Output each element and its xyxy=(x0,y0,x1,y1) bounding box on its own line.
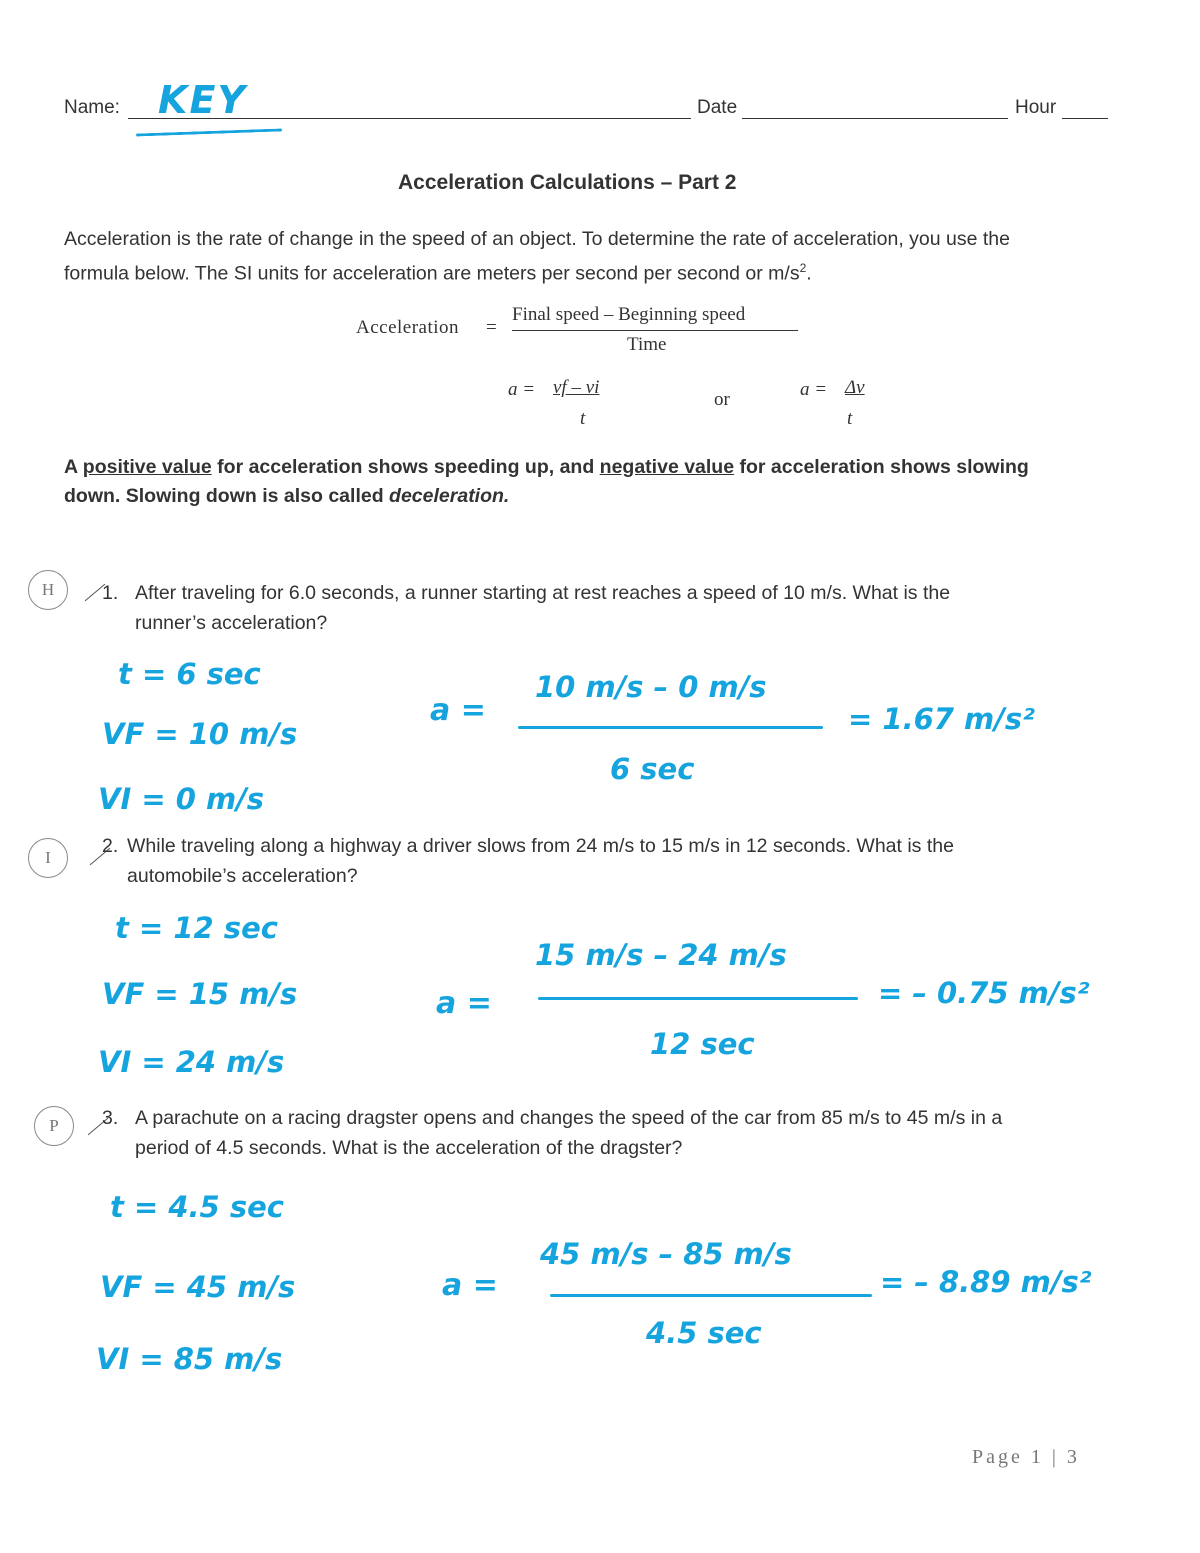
note-deceleration: deceleration. xyxy=(389,485,510,507)
q1-result: = 1.67 m/s² xyxy=(848,702,1035,736)
formula-fraction-bar xyxy=(512,330,798,331)
q3-a-equals: a = xyxy=(442,1268,498,1303)
q3-text-line-1: A parachute on a racing dragster opens and changes the speed of the car from 85 m/s to 45 m/s in a xyxy=(135,1107,1003,1129)
q3-text-line-2: period of 4.5 seconds. What is the acceleration of the dragster? xyxy=(135,1137,683,1159)
q2-fraction-bar xyxy=(538,997,858,1000)
q3-given-vi: VI = 85 m/s xyxy=(96,1342,283,1376)
q3-given-vf: VF = 45 m/s xyxy=(100,1270,296,1304)
q2-circle-mark: I xyxy=(28,838,68,878)
name-underline-stroke xyxy=(136,128,282,136)
q1-text-line-1: After traveling for 6.0 seconds, a runner starting at rest reaches a speed of 10 m/s. What is the xyxy=(135,582,951,604)
q1-denominator: 6 sec xyxy=(610,752,695,786)
date-label: Date xyxy=(697,97,738,118)
q2-given-time: t = 12 sec xyxy=(115,911,278,945)
delta-v: Δv xyxy=(845,377,865,398)
q1-given-vi: VI = 0 m/s xyxy=(98,782,265,816)
q1-numerator: 10 m/s – 0 m/s xyxy=(535,670,767,704)
intro-line-1: Acceleration is the rate of change in the speed of an object. To determine the rate of acceleration, you use the xyxy=(64,228,1010,250)
q2-text-line-2: automobile’s acceleration? xyxy=(127,865,358,887)
q1-a-equals: a = xyxy=(430,693,486,728)
q3-result: = – 8.89 m/s² xyxy=(880,1265,1092,1299)
q2-denominator: 12 sec xyxy=(650,1027,755,1061)
note-text-2: for acceleration shows speeding up, and xyxy=(211,456,600,478)
q3-circle-mark: P xyxy=(34,1106,74,1146)
q3-given-time: t = 4.5 sec xyxy=(110,1190,284,1224)
intro-line-2-text: formula below. The SI units for acceleration are meters per second per second or m/s xyxy=(64,262,800,285)
hour-line xyxy=(1062,118,1108,119)
q3-denominator: 4.5 sec xyxy=(646,1316,762,1350)
q3-fraction-bar xyxy=(550,1294,872,1297)
q2-a-equals: a = xyxy=(436,986,492,1021)
q1-given-vf: VF = 10 m/s xyxy=(102,717,298,751)
note-text-4: down. Slowing down is also called xyxy=(64,485,390,507)
intro-sup: 2 xyxy=(799,261,807,275)
q1-fraction-bar xyxy=(518,726,823,729)
note-positive-value: positive value xyxy=(82,456,212,478)
note-negative-value: negative value xyxy=(599,456,735,478)
note-line-1 xyxy=(64,453,1154,482)
page-number: Page 1 | 3 xyxy=(972,1446,1080,1468)
q1-number: 1. xyxy=(102,582,119,604)
note-text-1: A xyxy=(64,456,83,478)
q3-number: 3. xyxy=(102,1107,119,1129)
formula-equals: = xyxy=(486,317,497,338)
q2-result: = – 0.75 m/s² xyxy=(878,976,1090,1010)
q2-given-vf: VF = 15 m/s xyxy=(102,977,298,1011)
q2-numerator: 15 m/s – 24 m/s xyxy=(535,938,787,972)
intro-paragraph xyxy=(64,225,1144,289)
acceleration-note xyxy=(64,453,1154,511)
intro-end: . xyxy=(806,262,812,285)
name-value: KEY xyxy=(158,78,247,122)
symbolic-time: t xyxy=(580,408,586,429)
q1-text-line-2: runner’s acceleration? xyxy=(135,612,328,634)
formula-label: Acceleration xyxy=(356,317,460,338)
or-text: or xyxy=(714,389,730,410)
formula-numerator: Final speed – Beginning speed xyxy=(512,304,746,325)
symbolic-a-equals: a = xyxy=(508,379,536,400)
note-text-3: for acceleration shows slowing xyxy=(734,456,1029,478)
q1-given-time: t = 6 sec xyxy=(118,657,261,691)
name-label: Name: xyxy=(64,97,120,118)
intro-line-2 xyxy=(64,254,1144,289)
q2-text-line-1: While traveling along a highway a driver slows from 24 m/s to 15 m/s in 12 seconds. What is the xyxy=(127,835,954,857)
q2-given-vi: VI = 24 m/s xyxy=(98,1045,285,1079)
q2-number: 2. xyxy=(102,835,119,857)
date-line xyxy=(742,118,1008,119)
formula-denominator: Time xyxy=(627,334,667,355)
hour-label: Hour xyxy=(1015,97,1057,118)
note-line-2 xyxy=(64,482,1154,511)
delta-time: t xyxy=(847,408,853,429)
page-title: Acceleration Calculations – Part 2 xyxy=(398,171,737,194)
symbolic-vf-minus-vi: vf – vi xyxy=(553,377,600,398)
delta-a-equals: a = xyxy=(800,379,828,400)
q3-numerator: 45 m/s – 85 m/s xyxy=(540,1237,792,1271)
q1-circle-mark: H xyxy=(28,570,68,610)
